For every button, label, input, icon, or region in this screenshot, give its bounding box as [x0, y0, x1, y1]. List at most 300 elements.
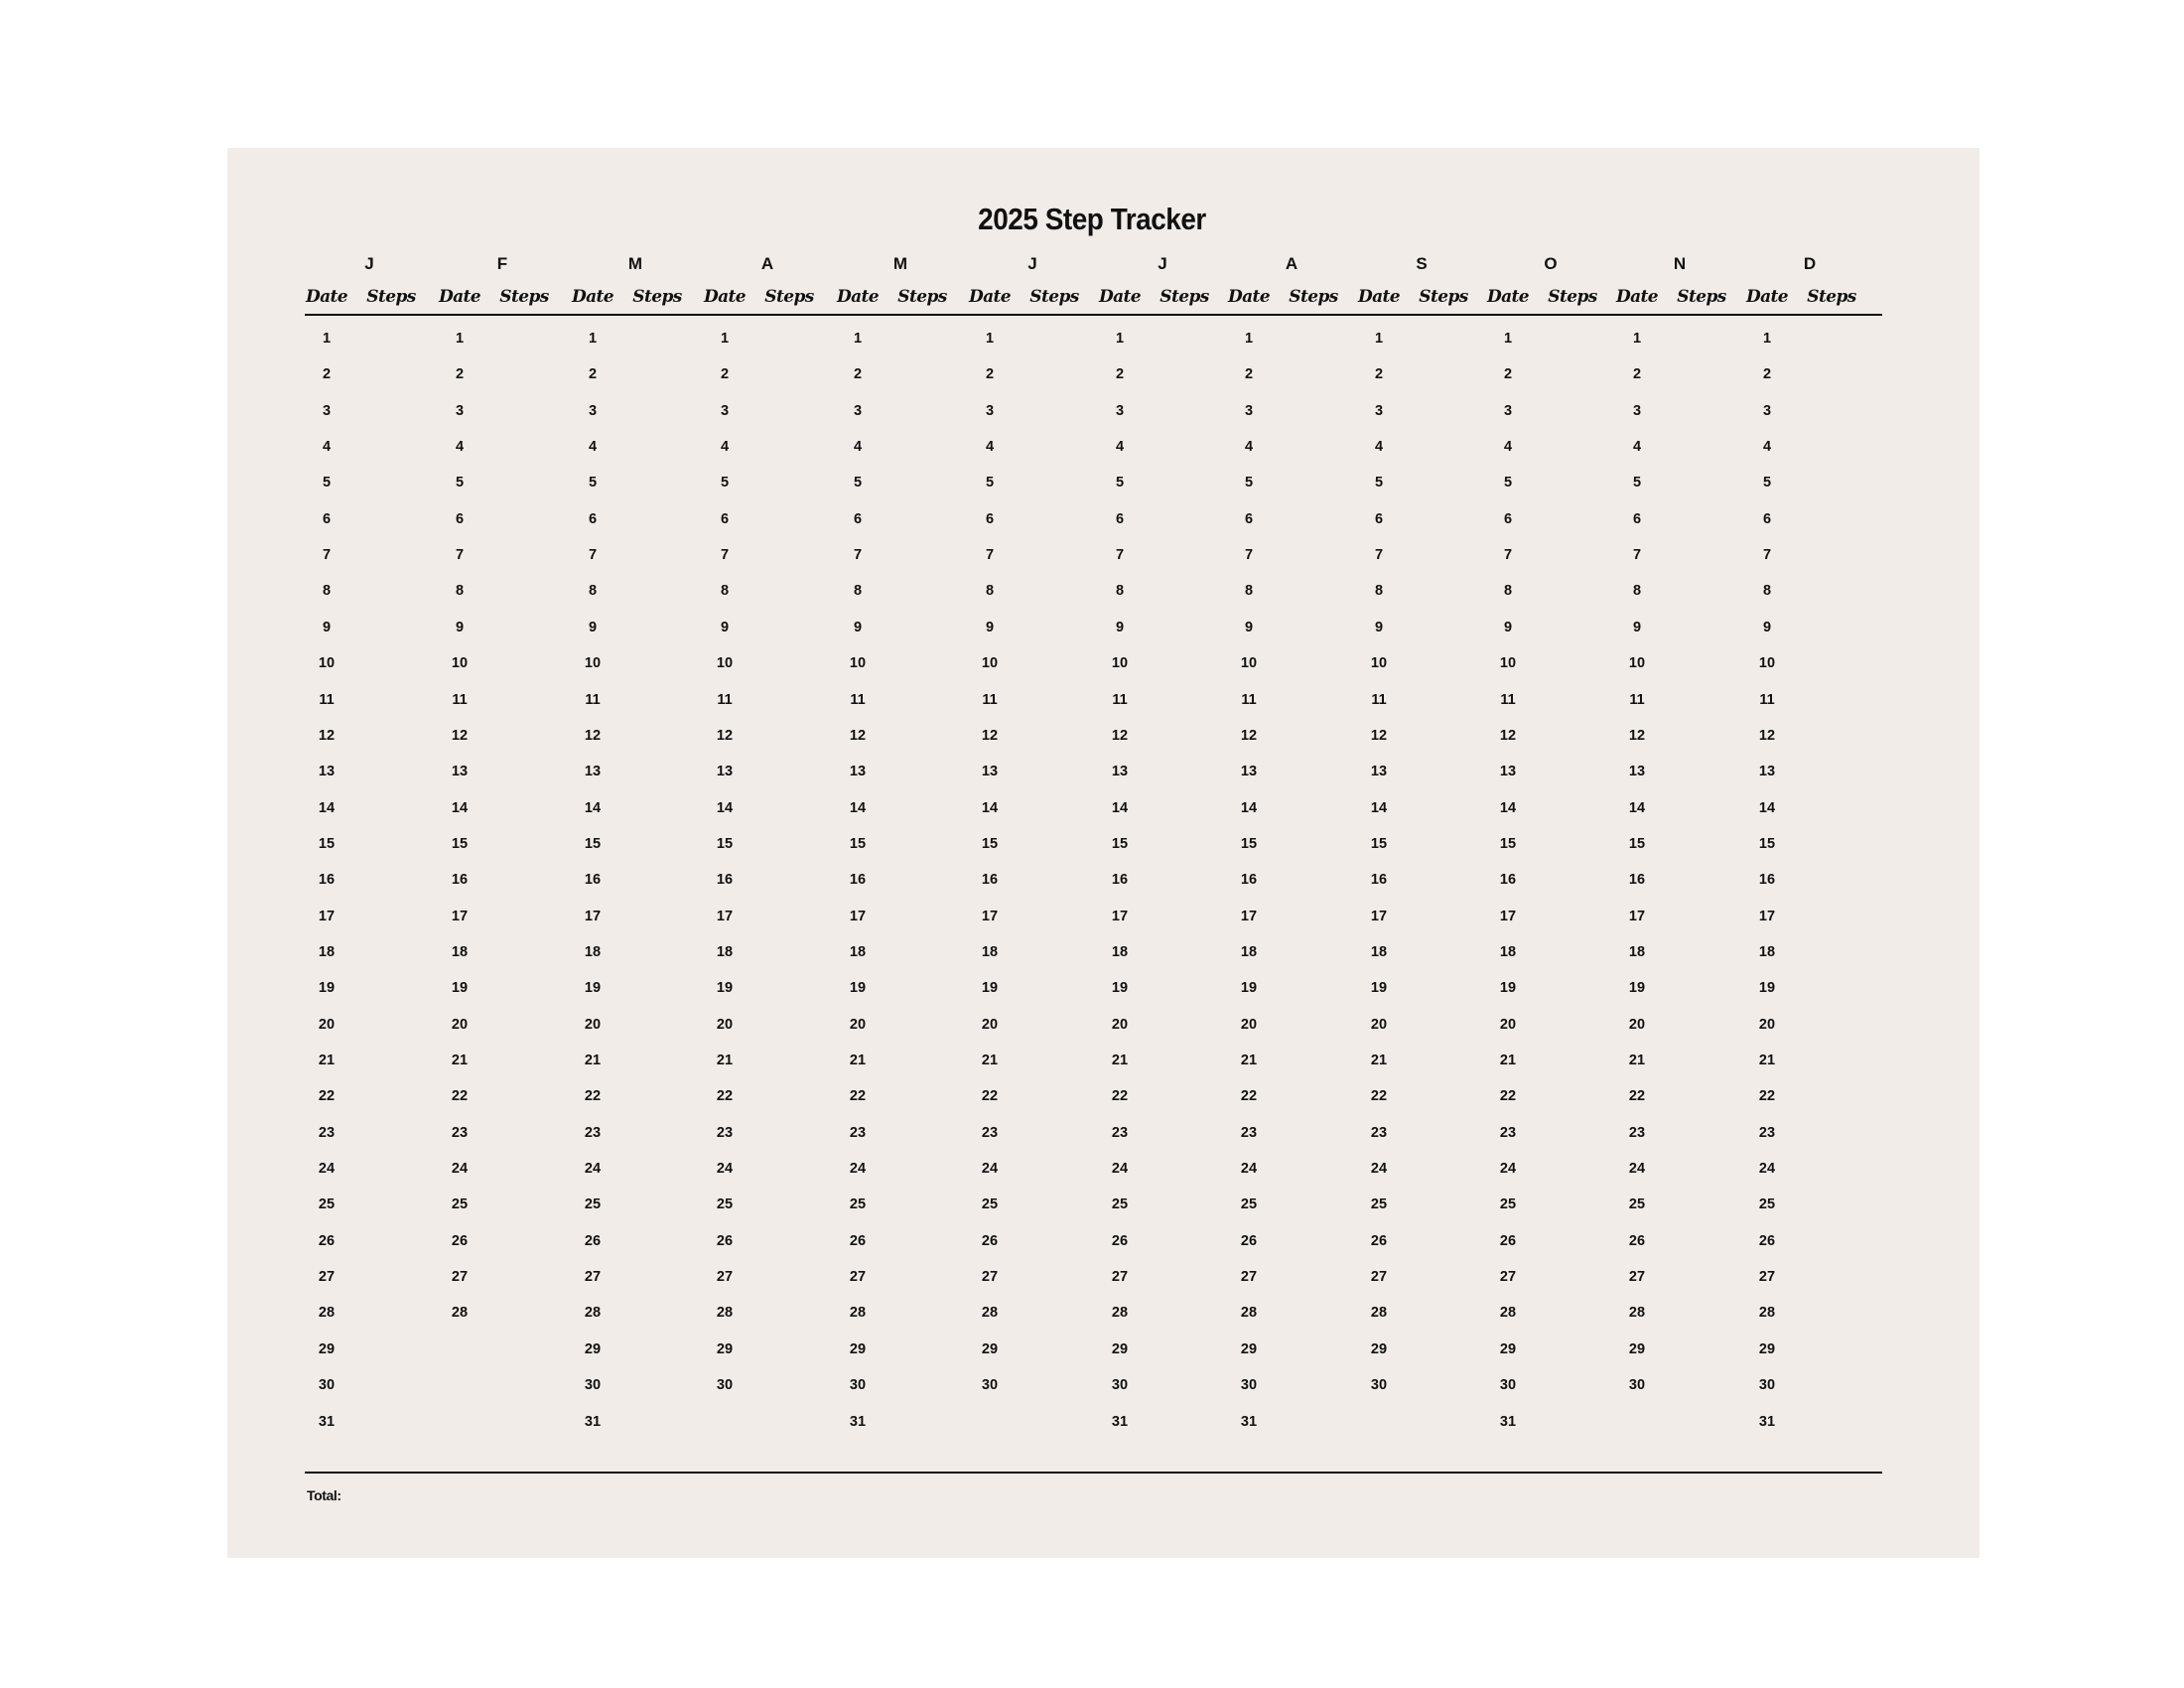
day-number: 31	[1758, 1413, 1776, 1430]
day-number: 2	[985, 366, 995, 383]
day-number: 21	[1240, 1053, 1258, 1068]
day-number: 26	[1111, 1232, 1129, 1249]
day-number: 23	[451, 1124, 469, 1141]
day-number: 19	[451, 980, 469, 997]
day-number: 14	[1111, 799, 1129, 816]
day-number: 16	[1111, 872, 1129, 889]
day-number: 9	[1503, 619, 1513, 635]
day-number: 10	[1758, 655, 1776, 672]
day-number: 9	[322, 619, 332, 635]
day-number: 10	[584, 655, 602, 672]
day-number: 3	[1632, 402, 1642, 419]
day-number: 17	[1628, 908, 1646, 924]
day-number: 20	[716, 1016, 734, 1033]
day-number: 4	[853, 439, 863, 456]
day-number: 30	[1370, 1377, 1388, 1394]
day-number: 15	[716, 835, 734, 852]
day-number: 7	[455, 547, 465, 564]
day-number: 22	[849, 1088, 867, 1105]
day-number: 4	[1244, 439, 1254, 456]
day-number: 17	[1111, 908, 1129, 924]
day-number: 11	[319, 691, 335, 708]
day-number: 20	[1628, 1016, 1646, 1033]
day-number: 24	[451, 1161, 469, 1178]
day-number: 6	[1115, 510, 1125, 527]
day-number: 4	[455, 439, 465, 456]
day-number: 27	[716, 1269, 734, 1286]
date-column-header: Date	[1745, 287, 1789, 307]
day-number: 21	[451, 1053, 469, 1068]
day-number: 1	[1762, 331, 1772, 347]
day-number: 14	[981, 799, 999, 816]
day-number: 8	[1632, 583, 1642, 600]
day-number: 25	[451, 1196, 469, 1213]
day-number: 7	[588, 547, 598, 564]
day-number: 27	[1111, 1269, 1129, 1286]
day-number: 14	[1240, 799, 1258, 816]
day-number: 27	[584, 1269, 602, 1286]
day-number: 30	[1499, 1377, 1517, 1394]
day-number: 7	[1632, 547, 1642, 564]
day-number: 9	[1374, 619, 1384, 635]
day-number: 20	[1499, 1016, 1517, 1033]
day-number: 15	[1628, 835, 1646, 852]
month-label: M	[892, 254, 908, 273]
day-number: 11	[1241, 691, 1257, 708]
day-number: 8	[720, 583, 730, 600]
day-number: 6	[1244, 510, 1254, 527]
day-number: 13	[1111, 764, 1129, 780]
day-number: 13	[981, 764, 999, 780]
day-number: 21	[1111, 1053, 1129, 1068]
day-number: 27	[451, 1269, 469, 1286]
day-number: 26	[1758, 1232, 1776, 1249]
day-number: 16	[716, 872, 734, 889]
day-number: 21	[849, 1053, 867, 1068]
day-number: 22	[1111, 1088, 1129, 1105]
steps-column-header: Steps	[1677, 287, 1726, 307]
day-number: 29	[716, 1340, 734, 1357]
day-number: 19	[981, 980, 999, 997]
day-number: 11	[1759, 691, 1775, 708]
day-number: 29	[849, 1340, 867, 1357]
day-number: 17	[1240, 908, 1258, 924]
day-number: 1	[322, 331, 332, 347]
day-number: 25	[318, 1196, 336, 1213]
date-column-header: Date	[1357, 287, 1401, 307]
day-number: 1	[1632, 331, 1642, 347]
day-number: 6	[588, 510, 598, 527]
day-number: 2	[322, 366, 332, 383]
day-number: 26	[981, 1232, 999, 1249]
day-number: 10	[1240, 655, 1258, 672]
day-number: 7	[985, 547, 995, 564]
day-number: 12	[1240, 727, 1258, 744]
day-number: 5	[1374, 475, 1384, 492]
day-number: 2	[1244, 366, 1254, 383]
day-number: 11	[585, 691, 601, 708]
day-number: 3	[455, 402, 465, 419]
day-number: 19	[849, 980, 867, 997]
day-number: 27	[1758, 1269, 1776, 1286]
day-number: 21	[716, 1053, 734, 1068]
day-number: 19	[1628, 980, 1646, 997]
day-number: 26	[716, 1232, 734, 1249]
day-number: 22	[1370, 1088, 1388, 1105]
day-number: 26	[1628, 1232, 1646, 1249]
day-number: 19	[1370, 980, 1388, 997]
day-number: 18	[716, 943, 734, 960]
date-column-header: Date	[305, 287, 348, 307]
day-number: 18	[849, 943, 867, 960]
day-number: 12	[716, 727, 734, 744]
day-number: 14	[1628, 799, 1646, 816]
day-number: 24	[1370, 1161, 1388, 1178]
date-column-header: Date	[1227, 287, 1271, 307]
day-number: 29	[1628, 1340, 1646, 1357]
day-number: 16	[318, 872, 336, 889]
day-number: 30	[318, 1377, 336, 1394]
day-number: 12	[584, 727, 602, 744]
day-number: 24	[981, 1161, 999, 1178]
day-number: 10	[849, 655, 867, 672]
day-number: 16	[1499, 872, 1517, 889]
day-number: 22	[318, 1088, 336, 1105]
date-column-header: Date	[836, 287, 880, 307]
day-number: 5	[985, 475, 995, 492]
day-number: 1	[853, 331, 863, 347]
day-number: 31	[1111, 1413, 1129, 1430]
day-number: 10	[1370, 655, 1388, 672]
day-number: 3	[1115, 402, 1125, 419]
day-number: 23	[1499, 1124, 1517, 1141]
day-number: 8	[1115, 583, 1125, 600]
day-number: 27	[981, 1269, 999, 1286]
day-number: 14	[1499, 799, 1517, 816]
day-number: 4	[1115, 439, 1125, 456]
day-number: 27	[1240, 1269, 1258, 1286]
day-number: 3	[1374, 402, 1384, 419]
day-number: 10	[1499, 655, 1517, 672]
month-label: J	[1027, 254, 1037, 273]
day-number: 25	[1628, 1196, 1646, 1213]
day-number: 1	[1374, 331, 1384, 347]
day-number: 13	[318, 764, 336, 780]
day-number: 21	[1628, 1053, 1646, 1068]
day-number: 18	[1111, 943, 1129, 960]
day-number: 29	[981, 1340, 999, 1357]
total-rule	[305, 1472, 1882, 1474]
month-label: N	[1673, 254, 1687, 273]
steps-column-header: Steps	[1160, 287, 1209, 307]
day-number: 21	[584, 1053, 602, 1068]
day-number: 11	[452, 691, 468, 708]
day-number: 19	[1499, 980, 1517, 997]
day-number: 23	[849, 1124, 867, 1141]
day-number: 17	[584, 908, 602, 924]
day-number: 29	[584, 1340, 602, 1357]
day-number: 13	[849, 764, 867, 780]
day-number: 13	[1628, 764, 1646, 780]
day-number: 23	[1758, 1124, 1776, 1141]
day-number: 5	[720, 475, 730, 492]
day-number: 19	[584, 980, 602, 997]
day-number: 2	[853, 366, 863, 383]
day-number: 30	[1240, 1377, 1258, 1394]
day-number: 20	[1240, 1016, 1258, 1033]
day-number: 13	[451, 764, 469, 780]
day-number: 8	[1374, 583, 1384, 600]
day-number: 22	[451, 1088, 469, 1105]
day-number: 12	[1628, 727, 1646, 744]
day-number: 8	[1244, 583, 1254, 600]
day-number: 18	[1628, 943, 1646, 960]
day-number: 15	[1111, 835, 1129, 852]
day-number: 30	[1758, 1377, 1776, 1394]
day-number: 14	[584, 799, 602, 816]
day-number: 24	[1111, 1161, 1129, 1178]
day-number: 18	[1499, 943, 1517, 960]
day-number: 31	[318, 1413, 336, 1430]
day-number: 17	[716, 908, 734, 924]
day-number: 25	[1758, 1196, 1776, 1213]
day-number: 23	[716, 1124, 734, 1141]
day-number: 5	[588, 475, 598, 492]
day-number: 25	[981, 1196, 999, 1213]
day-number: 1	[1115, 331, 1125, 347]
day-number: 7	[1244, 547, 1254, 564]
day-number: 20	[849, 1016, 867, 1033]
steps-column-header: Steps	[1548, 287, 1597, 307]
month-label: F	[496, 254, 508, 273]
day-number: 28	[1370, 1305, 1388, 1322]
day-number: 26	[1370, 1232, 1388, 1249]
date-column-header: Date	[571, 287, 614, 307]
day-number: 19	[1111, 980, 1129, 997]
steps-column-header: Steps	[897, 287, 947, 307]
day-number: 18	[981, 943, 999, 960]
day-number: 24	[584, 1161, 602, 1178]
day-number: 1	[1503, 331, 1513, 347]
day-number: 3	[720, 402, 730, 419]
day-number: 16	[981, 872, 999, 889]
day-number: 21	[1499, 1053, 1517, 1068]
day-number: 12	[318, 727, 336, 744]
day-number: 15	[318, 835, 336, 852]
day-number: 5	[1632, 475, 1642, 492]
day-number: 20	[1111, 1016, 1129, 1033]
total-label: Total:	[307, 1487, 341, 1503]
day-number: 13	[1499, 764, 1517, 780]
day-number: 30	[981, 1377, 999, 1394]
day-number: 4	[1374, 439, 1384, 456]
day-number: 1	[1244, 331, 1254, 347]
day-number: 2	[720, 366, 730, 383]
day-number: 3	[1503, 402, 1513, 419]
day-number: 16	[1370, 872, 1388, 889]
day-number: 21	[318, 1053, 336, 1068]
day-number: 11	[850, 691, 866, 708]
day-number: 8	[322, 583, 332, 600]
day-number: 30	[1111, 1377, 1129, 1394]
day-number: 2	[1374, 366, 1384, 383]
day-number: 2	[1762, 366, 1772, 383]
day-number: 28	[318, 1305, 336, 1322]
day-number: 11	[717, 691, 733, 708]
day-number: 22	[1628, 1088, 1646, 1105]
day-number: 6	[985, 510, 995, 527]
day-number: 5	[1762, 475, 1772, 492]
steps-column-header: Steps	[1289, 287, 1338, 307]
month-label: J	[1158, 254, 1167, 273]
day-number: 27	[1628, 1269, 1646, 1286]
day-number: 12	[1499, 727, 1517, 744]
day-number: 5	[322, 475, 332, 492]
day-number: 24	[318, 1161, 336, 1178]
day-number: 25	[1111, 1196, 1129, 1213]
day-number: 31	[1240, 1413, 1258, 1430]
day-number: 5	[853, 475, 863, 492]
day-number: 28	[849, 1305, 867, 1322]
day-number: 28	[1628, 1305, 1646, 1322]
day-number: 30	[1628, 1377, 1646, 1394]
day-number: 7	[1762, 547, 1772, 564]
day-number: 10	[1628, 655, 1646, 672]
day-number: 7	[1503, 547, 1513, 564]
day-number: 6	[1632, 510, 1642, 527]
month-label: D	[1803, 254, 1817, 273]
day-number: 25	[1240, 1196, 1258, 1213]
day-number: 22	[1758, 1088, 1776, 1105]
day-number: 10	[1111, 655, 1129, 672]
day-number: 13	[584, 764, 602, 780]
month-label: S	[1416, 254, 1428, 273]
day-number: 21	[1370, 1053, 1388, 1068]
day-number: 20	[584, 1016, 602, 1033]
day-number: 4	[1762, 439, 1772, 456]
day-number: 12	[1111, 727, 1129, 744]
date-column-header: Date	[438, 287, 481, 307]
day-number: 6	[853, 510, 863, 527]
day-number: 4	[588, 439, 598, 456]
day-number: 20	[1370, 1016, 1388, 1033]
day-number: 11	[982, 691, 998, 708]
day-number: 27	[318, 1269, 336, 1286]
day-number: 11	[1500, 691, 1516, 708]
day-number: 16	[1758, 872, 1776, 889]
day-number: 29	[1240, 1340, 1258, 1357]
date-column-header: Date	[968, 287, 1012, 307]
day-number: 3	[322, 402, 332, 419]
day-number: 9	[985, 619, 995, 635]
day-number: 3	[1762, 402, 1772, 419]
day-number: 18	[451, 943, 469, 960]
day-number: 6	[1503, 510, 1513, 527]
day-number: 17	[318, 908, 336, 924]
day-number: 28	[1240, 1305, 1258, 1322]
day-number: 24	[1628, 1161, 1646, 1178]
day-number: 13	[1240, 764, 1258, 780]
day-number: 23	[1628, 1124, 1646, 1141]
day-number: 13	[716, 764, 734, 780]
day-number: 20	[318, 1016, 336, 1033]
day-number: 23	[1111, 1124, 1129, 1141]
month-label: A	[1285, 254, 1298, 273]
day-number: 7	[322, 547, 332, 564]
day-number: 5	[455, 475, 465, 492]
day-number: 16	[1628, 872, 1646, 889]
day-number: 3	[588, 402, 598, 419]
day-number: 23	[981, 1124, 999, 1141]
day-number: 22	[981, 1088, 999, 1105]
day-number: 28	[1758, 1305, 1776, 1322]
day-number: 10	[716, 655, 734, 672]
steps-column-header: Steps	[632, 287, 682, 307]
day-number: 3	[853, 402, 863, 419]
day-number: 8	[1762, 583, 1772, 600]
day-number: 25	[1370, 1196, 1388, 1213]
day-number: 28	[1499, 1305, 1517, 1322]
steps-column-header: Steps	[366, 287, 416, 307]
day-number: 20	[981, 1016, 999, 1033]
day-number: 11	[1112, 691, 1128, 708]
day-number: 26	[849, 1232, 867, 1249]
day-number: 6	[455, 510, 465, 527]
day-number: 12	[849, 727, 867, 744]
month-label: A	[760, 254, 774, 273]
day-number: 23	[318, 1124, 336, 1141]
day-number: 9	[1762, 619, 1772, 635]
day-number: 14	[1758, 799, 1776, 816]
day-number: 27	[849, 1269, 867, 1286]
day-number: 14	[716, 799, 734, 816]
day-number: 9	[455, 619, 465, 635]
day-number: 31	[849, 1413, 867, 1430]
day-number: 29	[318, 1340, 336, 1357]
day-number: 28	[584, 1305, 602, 1322]
day-number: 29	[1499, 1340, 1517, 1357]
page-title: 2025 Step Tracker	[978, 202, 1206, 236]
day-number: 11	[1371, 691, 1387, 708]
day-number: 4	[322, 439, 332, 456]
day-number: 9	[720, 619, 730, 635]
day-number: 15	[451, 835, 469, 852]
day-number: 25	[584, 1196, 602, 1213]
day-number: 22	[584, 1088, 602, 1105]
day-number: 19	[1240, 980, 1258, 997]
day-number: 23	[584, 1124, 602, 1141]
day-number: 4	[1632, 439, 1642, 456]
day-number: 7	[1115, 547, 1125, 564]
day-number: 17	[981, 908, 999, 924]
day-number: 20	[1758, 1016, 1776, 1033]
day-number: 15	[849, 835, 867, 852]
day-number: 9	[588, 619, 598, 635]
day-number: 18	[318, 943, 336, 960]
day-number: 23	[1240, 1124, 1258, 1141]
day-number: 6	[1374, 510, 1384, 527]
day-number: 15	[1240, 835, 1258, 852]
day-number: 26	[584, 1232, 602, 1249]
day-number: 9	[853, 619, 863, 635]
steps-column-header: Steps	[764, 287, 814, 307]
day-number: 18	[1370, 943, 1388, 960]
month-label: O	[1544, 254, 1558, 273]
day-number: 28	[451, 1305, 469, 1322]
day-number: 30	[716, 1377, 734, 1394]
date-column-header: Date	[1098, 287, 1142, 307]
day-number: 8	[455, 583, 465, 600]
